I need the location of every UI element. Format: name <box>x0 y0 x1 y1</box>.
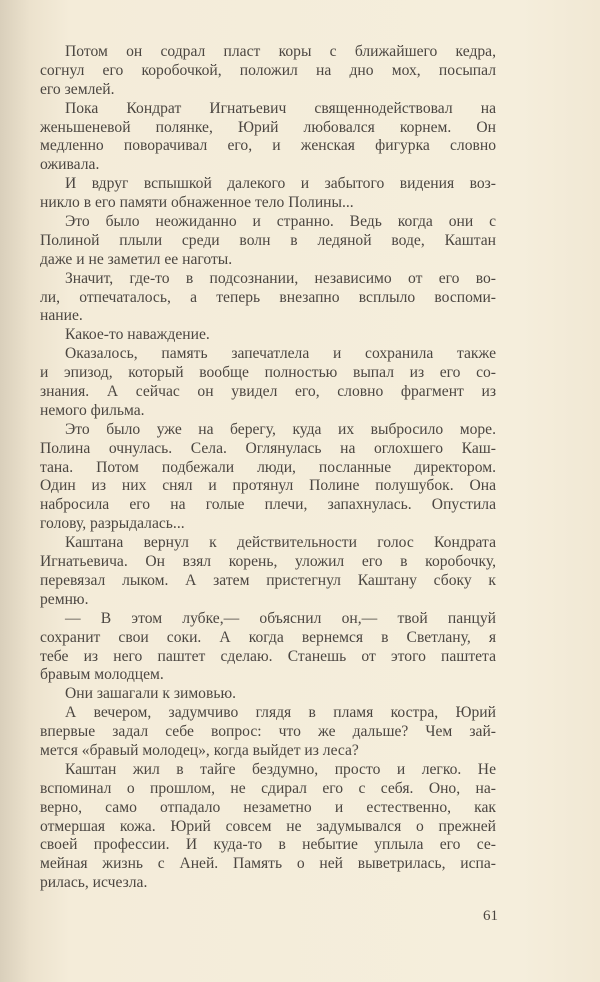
text-line: Игнатьевича. Он взял корень, уложил его в коробочку, <box>40 553 496 571</box>
text-line: тана. Потом подбежали люди, посланные директором. <box>40 458 496 476</box>
text-line: Значит, где-то в подсознании, независимо от его во- <box>65 269 496 287</box>
text-line: И вдруг вспышкой далекого и забытого видения воз- <box>65 175 496 193</box>
paragraph <box>40 610 496 686</box>
text-line: Полина очнулась. Села. Оглянулась на оглохшего Каш- <box>40 439 496 457</box>
text-line: — В этом лубке,— объяснил он,— твой панцуй <box>65 609 496 627</box>
text-line: впервые задал себе вопрос: что же дальше? Чем зай- <box>40 723 496 741</box>
text-line: отмершая кожа. Юрий совсем не задумывался о прежней <box>40 817 496 835</box>
page-text <box>40 43 496 893</box>
text-line: Это было неожиданно и странно. Ведь когда они с <box>65 213 496 231</box>
text-line: ли, отпечаталось, а теперь внезапно всплыло воспоми- <box>40 288 496 306</box>
paragraph <box>40 345 496 421</box>
text-line: сохранит свои соки. А когда вернемся в Светлану, я <box>40 628 496 646</box>
text-line: Они зашагали к зимовью. <box>65 685 237 703</box>
text-line: Пока Кондрат Игнатьевич священнодействовал на <box>65 99 496 117</box>
text-line: никло в его памяти обнаженное тело Полины... <box>40 194 354 212</box>
text-line: даже и не заметил ее наготы. <box>40 250 233 268</box>
text-line: рилась, исчезла. <box>40 874 148 892</box>
text-line: Один из них снял и протянул Полине полушубок. Она <box>40 477 496 495</box>
text-line: Какое-то наваждение. <box>65 326 210 344</box>
paragraph <box>40 704 496 761</box>
text-line: знания. А сейчас он увидел его, словно фрагмент из <box>40 383 496 401</box>
paragraph <box>40 326 496 345</box>
text-line: верно, само отпадало незаметно и естественно, как <box>40 798 496 816</box>
text-line: мейная жизнь с Аней. Память о ней выветрилась, испа- <box>40 855 496 873</box>
text-line: его землей. <box>40 80 115 98</box>
text-line: голову, разрыдалась... <box>40 515 185 533</box>
paragraph <box>40 685 496 704</box>
text-line: согнул его коробочкой, положил на дно мох, посыпал <box>40 61 496 79</box>
paragraph <box>40 43 496 100</box>
text-line: мется «бравый молодец», когда выйдет из леса? <box>40 741 359 759</box>
paragraph <box>40 270 496 327</box>
text-line: Каштана вернул к действительности голос Кондрата <box>65 534 496 552</box>
text-line: А вечером, задумчиво глядя в пламя костра, Юрий <box>65 704 496 722</box>
text-line: тебе из него паштет сделаю. Станешь от этого паштета <box>40 647 496 665</box>
text-line: оживала. <box>40 156 100 174</box>
text-line: Каштан жил в тайге бездумно, просто и легко. Не <box>65 760 496 778</box>
text-line: немого фильма. <box>40 401 145 419</box>
paragraph <box>40 421 496 534</box>
page-number: 61 <box>483 908 498 924</box>
text-line: своей профессии. И куда-то в небытие уплыла его се- <box>40 836 496 854</box>
text-line: бравым молодцем. <box>40 666 164 684</box>
paragraph <box>40 100 496 176</box>
paragraph <box>40 175 496 213</box>
text-line: набросила его на голые плечи, запахнулась. Опустила <box>40 496 496 514</box>
text-line: Оказалось, память запечатлела и сохранила также <box>65 345 496 363</box>
text-line: женьшеневой полянке, Юрий любовался корнем. Он <box>40 118 496 136</box>
text-line: перевязал лыком. А затем пристегнул Каштану сбоку к <box>40 571 496 589</box>
paragraph <box>40 534 496 610</box>
text-line: и эпизод, который вообще полностью выпал из его со- <box>40 364 496 382</box>
text-line: Потом он содрал пласт коры с ближайшего кедра, <box>65 43 496 60</box>
text-line: ремню. <box>40 590 89 608</box>
text-line: Это было уже на берегу, куда их выбросило море. <box>65 420 496 438</box>
paragraph <box>40 213 496 270</box>
text-line: нание. <box>40 307 83 325</box>
text-line: медленно поворачивал его, и женская фигурка словно <box>40 137 496 155</box>
paragraph <box>40 761 496 893</box>
text-line: вспоминал о прошлом, не сдирал его с себя. Оно, на- <box>40 779 496 797</box>
text-line: Полиной плыли среди волн в ледяной воде, Каштан <box>40 231 496 249</box>
